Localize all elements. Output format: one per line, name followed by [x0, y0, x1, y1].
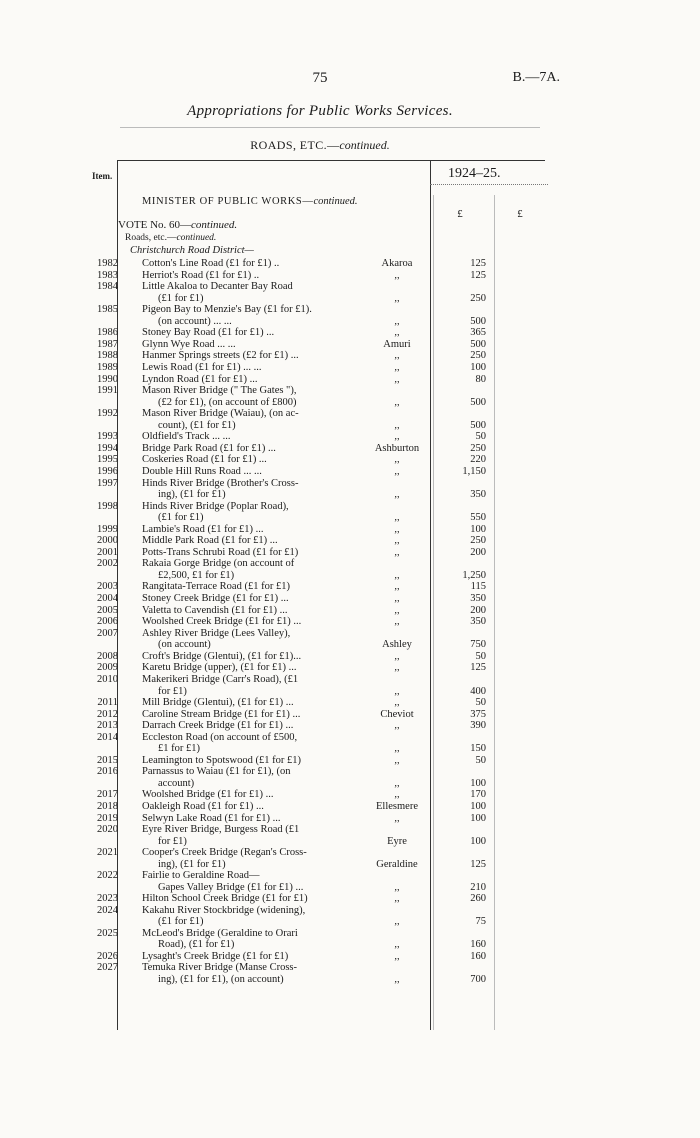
- district-name: ,,: [394, 939, 400, 951]
- district-name: ,,: [394, 720, 400, 732]
- item-column-header: Item.: [92, 171, 113, 181]
- item-number: 2013: [97, 720, 118, 732]
- item-description: [142, 893, 364, 905]
- item-number: 1991: [97, 385, 118, 397]
- description-line-1: Kakahu River Stockbridge (widening),: [142, 904, 306, 916]
- district-name: ,,: [394, 535, 400, 547]
- amount-value: 210: [470, 881, 486, 893]
- description-line-2: Gapes Valley Bridge (£1 for £1) ...: [158, 881, 304, 893]
- item-description: [142, 651, 364, 663]
- item-description: [142, 789, 364, 801]
- vote-continued: continued.: [191, 219, 238, 231]
- item-description: [142, 732, 364, 755]
- description-line-1: Bridge Park Road (£1 for £1) ...: [142, 442, 276, 454]
- item-description: [142, 674, 364, 697]
- amount-value: 250: [470, 535, 486, 547]
- district-name: ,,: [394, 454, 400, 466]
- amount-value: 220: [470, 454, 486, 466]
- district-heading: Christchurch Road District—: [130, 245, 254, 256]
- district-name: ,,: [394, 373, 400, 385]
- description-line-1: Glynn Wye Road ... ...: [142, 338, 236, 350]
- item-description: [142, 501, 364, 524]
- year-column-header: 1924–25.: [448, 166, 501, 181]
- description-line-1: Rangitata-Terrace Road (£1 for £1): [142, 581, 290, 593]
- district-name: ,,: [394, 950, 400, 962]
- description-line-2: Road), (£1 for £1): [158, 939, 235, 951]
- item-description: [142, 593, 364, 605]
- description-line-1: Lysaght's Creek Bridge (£1 for £1): [142, 950, 289, 962]
- item-description: [142, 478, 364, 501]
- item-description: [142, 524, 364, 536]
- description-line-1: Coskeries Road (£1 for £1) ...: [142, 454, 267, 466]
- amount-column-rule: [430, 160, 431, 1030]
- district-name: ,,: [394, 697, 400, 708]
- district-name: ,,: [394, 327, 400, 339]
- item-number: 1982: [97, 258, 118, 269]
- amount-value: 50: [475, 754, 486, 766]
- district-name: ,,: [394, 893, 400, 905]
- description-line-1: Caroline Stream Bridge (£1 for £1) ...: [142, 708, 301, 720]
- item-number: 1992: [97, 408, 118, 420]
- item-description: [142, 362, 364, 374]
- amount-value: 390: [470, 720, 486, 732]
- item-number: 1996: [97, 466, 118, 477]
- district-name: Ashburton: [374, 442, 420, 454]
- description-line-1: Ashley River Bridge (Lees Valley),: [142, 627, 291, 639]
- district-name: Ellesmere: [376, 801, 418, 812]
- district-name: Eyre: [387, 835, 407, 847]
- minister-continued: continued.: [313, 196, 358, 207]
- item-number: 2018: [97, 801, 118, 812]
- description-line-2: for £1): [158, 835, 187, 847]
- item-description: [142, 408, 364, 431]
- item-description: [142, 431, 364, 443]
- amount-value: 365: [470, 327, 486, 339]
- item-description: [142, 327, 364, 339]
- item-number: 2025: [97, 927, 118, 939]
- item-description: [142, 581, 364, 593]
- item-description: [142, 605, 364, 617]
- district-name: ,,: [394, 593, 400, 604]
- year-header-rule: [430, 184, 548, 185]
- item-description: [142, 951, 364, 963]
- district-name: ,,: [394, 292, 400, 304]
- item-number: 2020: [97, 824, 118, 836]
- district-name: ,,: [394, 881, 400, 893]
- amount-value: 200: [470, 604, 486, 616]
- item-number: 2002: [97, 558, 118, 570]
- district-name: ,,: [394, 812, 400, 824]
- description-line-1: Stoney Creek Bridge (£1 for £1) ...: [142, 593, 289, 604]
- item-number: 2014: [97, 731, 118, 743]
- item-number: 2000: [97, 535, 118, 547]
- minister-text: MINISTER OF PUBLIC WORKS—: [142, 196, 314, 207]
- item-description: [142, 697, 364, 709]
- amount-value: 500: [470, 338, 486, 350]
- amount-value: 100: [470, 812, 486, 824]
- description-line-1: Cotton's Line Road (£1 for £1) ..: [142, 258, 280, 269]
- item-number: 1987: [97, 338, 118, 350]
- description-line-2: for £1): [158, 685, 187, 697]
- item-description: [142, 443, 364, 455]
- item-number: 1988: [97, 350, 118, 362]
- amount-value: 50: [475, 697, 486, 708]
- amount-value: 125: [470, 858, 486, 870]
- description-line-2: (on account): [158, 639, 211, 651]
- amount-value: 50: [475, 431, 486, 443]
- amount-value: 1,250: [462, 569, 486, 581]
- description-line-1: Croft's Bridge (Glentui), (£1 for £1)...: [142, 650, 302, 662]
- district-name: ,,: [394, 973, 400, 985]
- item-number: 2007: [97, 627, 118, 639]
- item-description: [142, 662, 364, 674]
- item-description: [142, 813, 364, 825]
- item-description: [142, 905, 364, 928]
- item-description: [142, 870, 364, 893]
- description-line-1: Parnassus to Waiau (£1 for £1), (on: [142, 766, 291, 778]
- district-name: ,,: [394, 754, 400, 766]
- district-name: ,,: [394, 581, 400, 593]
- item-description: [142, 281, 364, 304]
- item-number: 1983: [97, 269, 118, 281]
- item-number: 2009: [97, 662, 118, 674]
- description-line-1: Mill Bridge (Glentui), (£1 for £1) ...: [142, 697, 294, 708]
- amount-value: 125: [470, 269, 486, 281]
- district-name: ,,: [394, 489, 400, 501]
- item-description: [142, 304, 364, 327]
- district-name: ,,: [394, 685, 400, 697]
- amount-value: 400: [470, 685, 486, 697]
- amount-value: 700: [470, 973, 486, 985]
- description-line-1: Pigeon Bay to Menzie's Bay (£1 for £1).: [142, 304, 312, 316]
- description-line-1: Darrach Creek Bridge (£1 for £1) ...: [142, 720, 294, 732]
- description-line-1: Cooper's Creek Bridge (Regan's Cross-: [142, 847, 307, 859]
- item-number: 2004: [97, 593, 118, 604]
- item-number: 1984: [97, 281, 118, 293]
- amount-value: 160: [470, 950, 486, 962]
- item-number: 2015: [97, 754, 118, 766]
- amount-value: 350: [470, 593, 486, 604]
- district-name: ,,: [394, 604, 400, 616]
- amount-value: 350: [470, 489, 486, 501]
- description-line-1: Oldfield's Track ... ...: [142, 431, 231, 443]
- description-line-1: Temuka River Bridge (Manse Cross-: [142, 962, 297, 974]
- amount-value: 250: [470, 292, 486, 304]
- description-line-1: Hilton School Creek Bridge (£1 for £1): [142, 893, 308, 905]
- item-description: [142, 535, 364, 547]
- item-description: [142, 824, 364, 847]
- amount-value: 260: [470, 893, 486, 905]
- item-description: [142, 962, 364, 985]
- item-number: 2011: [97, 697, 118, 708]
- item-description: [142, 755, 364, 767]
- description-line-1: Eccleston Road (on account of £500,: [142, 731, 298, 743]
- description-line-1: Stoney Bay Road (£1 for £1) ...: [142, 327, 275, 339]
- description-line-1: Hinds River Bridge (Poplar Road),: [142, 500, 289, 512]
- amount-value: 115: [470, 581, 486, 593]
- item-number: 2024: [97, 904, 118, 916]
- item-description: [142, 766, 364, 789]
- description-line-1: Lyndon Road (£1 for £1) ...: [142, 373, 258, 385]
- description-line-1: Selwyn Lake Road (£1 for £1) ...: [142, 812, 281, 824]
- district-name: Cheviot: [380, 708, 414, 720]
- roads-continued: continued.: [176, 233, 217, 243]
- item-description: [142, 258, 364, 270]
- page-number: 75: [312, 70, 328, 86]
- item-description: [142, 547, 364, 559]
- item-number: 1998: [97, 500, 118, 512]
- subtitle-text: ROADS, ETC.—: [250, 138, 340, 152]
- description-line-1: Woolshed Creek Bridge (£1 for £1) ...: [142, 616, 302, 628]
- roads-subheading: [125, 233, 216, 243]
- vote-text: VOTE No. 60—: [118, 219, 192, 231]
- description-line-1: Woolshed Bridge (£1 for £1) ...: [142, 789, 274, 801]
- amount-value: 125: [470, 662, 486, 674]
- description-line-1: Makerikeri Bridge (Carr's Road), (£1: [142, 674, 299, 685]
- subtitle-continued: continued.: [339, 138, 390, 152]
- roads-text: Roads, etc.—: [125, 233, 177, 243]
- item-description: [142, 801, 364, 813]
- amount-value: 350: [470, 616, 486, 628]
- description-line-2: (£1 for £1): [158, 292, 204, 304]
- description-line-2: ing), (£1 for £1): [158, 489, 226, 501]
- district-name: ,,: [394, 362, 400, 373]
- description-line-1: Fairlie to Geraldine Road—: [142, 870, 260, 882]
- item-description: [142, 270, 364, 282]
- item-number: 2003: [97, 581, 118, 593]
- amount-value: 500: [470, 396, 486, 408]
- district-name: ,,: [394, 546, 400, 558]
- description-line-1: Hanmer Springs streets (£2 for £1) ...: [142, 350, 299, 362]
- amount-value: 550: [470, 512, 486, 524]
- amount-value: 100: [470, 523, 486, 535]
- amount-value: 1,150: [462, 466, 486, 477]
- district-name: ,,: [394, 789, 400, 801]
- item-number: 2006: [97, 616, 118, 628]
- description-line-1: Valetta to Cavendish (£1 for £1) ...: [142, 604, 288, 616]
- amount-value: 250: [470, 350, 486, 362]
- district-name: ,,: [394, 466, 400, 477]
- amount-value: 375: [470, 708, 486, 720]
- currency-symbol-1: £: [457, 208, 463, 220]
- description-line-2: (£2 for £1), (on account of £800): [158, 396, 297, 408]
- amount-value: 80: [475, 373, 486, 385]
- item-description: [142, 374, 364, 386]
- item-number: 2017: [97, 789, 118, 801]
- description-line-2: £1 for £1): [158, 743, 200, 755]
- district-name: ,,: [394, 777, 400, 789]
- section-subtitle: [0, 138, 640, 153]
- item-number: 2005: [97, 604, 118, 616]
- document-reference: B.—7A.: [512, 70, 560, 85]
- description-line-1: Rakaia Gorge Bridge (on account of: [142, 558, 295, 570]
- item-number: 1993: [97, 431, 118, 443]
- amount-value: 125: [470, 258, 486, 269]
- item-description: [142, 385, 364, 408]
- description-line-1: Lambie's Road (£1 for £1) ...: [142, 523, 264, 535]
- item-number: 1995: [97, 454, 118, 466]
- item-description: [142, 454, 364, 466]
- item-number: 2022: [97, 870, 118, 882]
- district-name: ,,: [394, 569, 400, 581]
- district-name: ,,: [394, 916, 400, 928]
- item-description: [142, 709, 364, 721]
- description-line-1: Hinds River Bridge (Brother's Cross-: [142, 477, 299, 489]
- item-number: 1989: [97, 362, 118, 373]
- amount-value: 170: [470, 789, 486, 801]
- amount-value: 500: [470, 419, 486, 431]
- item-number: 2016: [97, 766, 118, 778]
- item-number: 2026: [97, 950, 118, 962]
- description-line-2: £2,500, £1 for £1): [158, 569, 235, 581]
- district-name: ,,: [394, 419, 400, 431]
- district-name: ,,: [394, 512, 400, 524]
- item-number: 1994: [97, 442, 118, 454]
- amount-value: 100: [470, 777, 486, 789]
- item-description: [142, 558, 364, 581]
- district-name: Ashley: [382, 639, 412, 651]
- item-number: 2023: [97, 893, 118, 905]
- item-description: [142, 339, 364, 351]
- vote-heading: [118, 219, 237, 231]
- description-line-1: Middle Park Road (£1 for £1) ...: [142, 535, 278, 547]
- amount-value: 150: [470, 743, 486, 755]
- district-name: Amuri: [383, 338, 411, 350]
- item-number: 2008: [97, 650, 118, 662]
- district-name: ,,: [394, 396, 400, 408]
- item-number: 1999: [97, 523, 118, 535]
- description-line-1: Oakleigh Road (£1 for £1) ...: [142, 801, 264, 812]
- district-name: ,,: [394, 650, 400, 662]
- district-name: ,,: [394, 350, 400, 362]
- description-line-1: Eyre River Bridge, Burgess Road (£1: [142, 824, 300, 836]
- item-number: 1985: [97, 304, 118, 316]
- item-number: 2027: [97, 962, 118, 974]
- item-number: 2001: [97, 546, 118, 558]
- description-line-1: Mason River Bridge (" The Gates "),: [142, 385, 297, 397]
- description-line-2: count), (£1 for £1): [158, 419, 236, 431]
- district-name: ,,: [394, 431, 400, 443]
- amount-value: 250: [470, 442, 486, 454]
- description-line-2: account): [158, 777, 195, 789]
- item-number: 1986: [97, 327, 118, 339]
- item-number: 2021: [97, 847, 118, 859]
- district-name: ,,: [394, 662, 400, 674]
- description-line-1: Little Akaloa to Decanter Bay Road: [142, 281, 293, 293]
- page-title: Appropriations for Public Works Services.: [187, 103, 453, 119]
- minister-heading: [142, 196, 357, 207]
- description-line-1: Herriot's Road (£1 for £1) ..: [142, 269, 260, 281]
- description-line-2: (£1 for £1): [158, 512, 204, 524]
- item-number: 1997: [97, 477, 118, 489]
- district-name: ,,: [394, 743, 400, 755]
- description-line-2: (£1 for £1): [158, 916, 204, 928]
- amount-value: 750: [470, 639, 486, 651]
- amount-value: 50: [475, 650, 486, 662]
- item-description: [142, 847, 364, 870]
- item-description: [142, 628, 364, 651]
- item-description: [142, 466, 364, 478]
- description-line-2: ing), (£1 for £1), (on account): [158, 973, 284, 985]
- item-number: 2019: [97, 812, 118, 824]
- district-name: ,,: [394, 269, 400, 281]
- description-line-1: Karetu Bridge (upper), (£1 for £1) ...: [142, 662, 297, 674]
- amount-value: 160: [470, 939, 486, 951]
- district-name: Akaroa: [381, 258, 413, 269]
- district-name: ,,: [394, 616, 400, 628]
- table-top-rule: [117, 160, 545, 161]
- item-description: [142, 720, 364, 732]
- description-line-2: (on account) ... ...: [158, 315, 232, 327]
- description-line-2: ing), (£1 for £1): [158, 858, 226, 870]
- amount-value: 500: [470, 315, 486, 327]
- district-name: ,,: [394, 315, 400, 327]
- amount-value: 100: [470, 835, 486, 847]
- amount-value: 100: [470, 801, 486, 812]
- item-description: [142, 928, 364, 951]
- district-name: Geraldine: [376, 858, 418, 870]
- amount-value: 100: [470, 362, 486, 373]
- description-line-1: Mason River Bridge (Waiau), (on ac-: [142, 408, 299, 420]
- item-number: 1990: [97, 373, 118, 385]
- item-number: 2010: [97, 674, 118, 685]
- title-divider: [120, 127, 540, 128]
- district-name: ,,: [394, 523, 400, 535]
- description-line-1: Double Hill Runs Road ... ...: [142, 466, 262, 477]
- description-line-1: Potts-Trans Schrubi Road (£1 for £1): [142, 546, 299, 558]
- item-description: [142, 616, 364, 628]
- description-line-1: McLeod's Bridge (Geraldine to Orari: [142, 927, 298, 939]
- description-line-1: Leamington to Spotswood (£1 for £1): [142, 754, 301, 766]
- item-number: 2012: [97, 708, 118, 720]
- amount-value: 75: [475, 916, 486, 928]
- item-description: [142, 350, 364, 362]
- amount-value: 200: [470, 546, 486, 558]
- description-line-1: Lewis Road (£1 for £1) ... ...: [142, 362, 262, 373]
- currency-symbol-2: £: [517, 208, 523, 220]
